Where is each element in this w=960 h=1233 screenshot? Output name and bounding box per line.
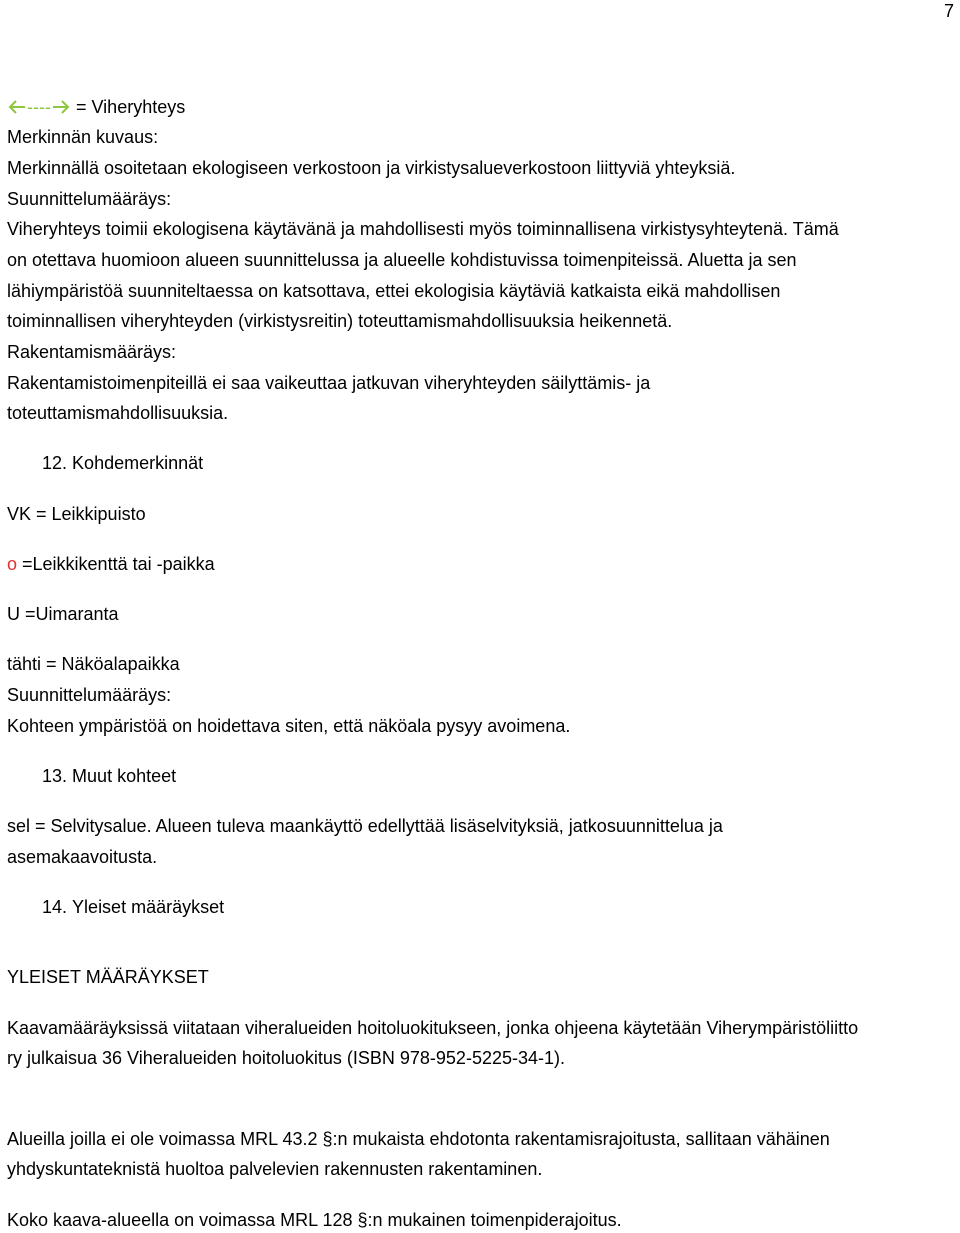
sel-line: sel = Selvitysalue. Alueen tuleva maankäyttö edellyttää lisäselvityksiä, jatkosuunnittelua ja (7, 816, 723, 836)
paragraph-line: Koko kaava-alueella on voimassa MRL 128 §:n mukainen toimenpiderajoitus. (7, 1210, 622, 1230)
arrow-left-icon (7, 99, 27, 115)
kuvaus-heading: Merkinnän kuvaus: (7, 127, 159, 147)
rakentamis-heading: Rakentamismääräys: (7, 342, 177, 362)
sel-line: asemakaavoitusta. (7, 847, 158, 867)
o-label: =Leikkikenttä tai -paikka (17, 554, 215, 574)
rakentamis-line: toteuttamismahdollisuuksia. (7, 403, 229, 423)
section-title: Muut kohteet (72, 766, 177, 786)
paragraph-line: Kaavamääräyksissä viitataan viheralueiden hoitoluokitukseen, jonka ohjeena käytetään Viherympäristöliitto (7, 1018, 859, 1038)
yleiset-heading: YLEISET MÄÄRÄYKSET (7, 967, 209, 987)
tahti-item: tähti = Näköalapaikka (7, 654, 180, 674)
paragraph-line: yhdyskuntateknistä huoltoa palvelevien rakennusten rakentaminen. (7, 1159, 543, 1179)
vk-item: VK = Leikkipuisto (7, 504, 146, 524)
o-item (7, 553, 215, 575)
section-title: Kohdemerkinnät (72, 453, 204, 473)
paragraph-line: Alueilla joilla ei ole voimassa MRL 43.2 §:n mukaista ehdotonta rakentamisrajoitusta, sallitaan vähäinen (7, 1129, 830, 1149)
arrow-right-icon (51, 99, 71, 115)
legend-label: = Viheryhteys (70, 97, 186, 117)
paragraph-line: ry julkaisua 36 Viheralueiden hoitoluokitus (ISBN 978-952-5225-34-1). (7, 1048, 565, 1068)
section-number: 14. (42, 897, 68, 917)
suunnittelu-line: on otettava huomioon alueen suunnittelussa ja alueelle kohdistuvissa toimenpiteissä. Aluetta ja sen (7, 250, 797, 270)
section-number: 12. (42, 453, 68, 473)
suunnittelu-line: toiminnallisen viheryhteyden (virkistysreitin) toteuttamismahdollisuuksia heikennetä. (7, 311, 673, 331)
suunnittelu-text: Kohteen ympäristöä on hoidettava siten, että näköala pysyy avoimena. (7, 716, 571, 736)
kuvaus-text: Merkinnällä osoitetaan ekologiseen verkostoon ja virkistysalueverkostoon liittyviä yhteyksiä. (7, 158, 736, 178)
suunnittelu-line: lähiympäristöä suunniteltaessa on katsottava, ettei ekologisia käytäviä katkaista eikä mahdollisen (7, 281, 781, 301)
viheryhteys-legend (7, 96, 185, 118)
suunnittelu-heading: Suunnittelumääräys: (7, 685, 172, 705)
section-14-heading (42, 896, 224, 918)
section-number: 13. (42, 766, 68, 786)
u-item: U =Uimaranta (7, 604, 119, 624)
section-12-heading (42, 452, 203, 474)
o-symbol: o (7, 554, 18, 574)
page-number: 7 (943, 1, 954, 21)
suunnittelu-line: Viheryhteys toimii ekologisena käytävänä ja mahdollisesti myös toiminnallisena virkistysyhteytenä. Tämä (7, 219, 839, 239)
legend-dash: ---- (27, 97, 51, 117)
section-title: Yleiset määräykset (72, 897, 225, 917)
suunnittelu-heading: Suunnittelumääräys: (7, 189, 172, 209)
section-13-heading (42, 765, 176, 787)
rakentamis-line: Rakentamistoimenpiteillä ei saa vaikeuttaa jatkuvan viheryhteyden säilyttämis- ja (7, 373, 651, 393)
